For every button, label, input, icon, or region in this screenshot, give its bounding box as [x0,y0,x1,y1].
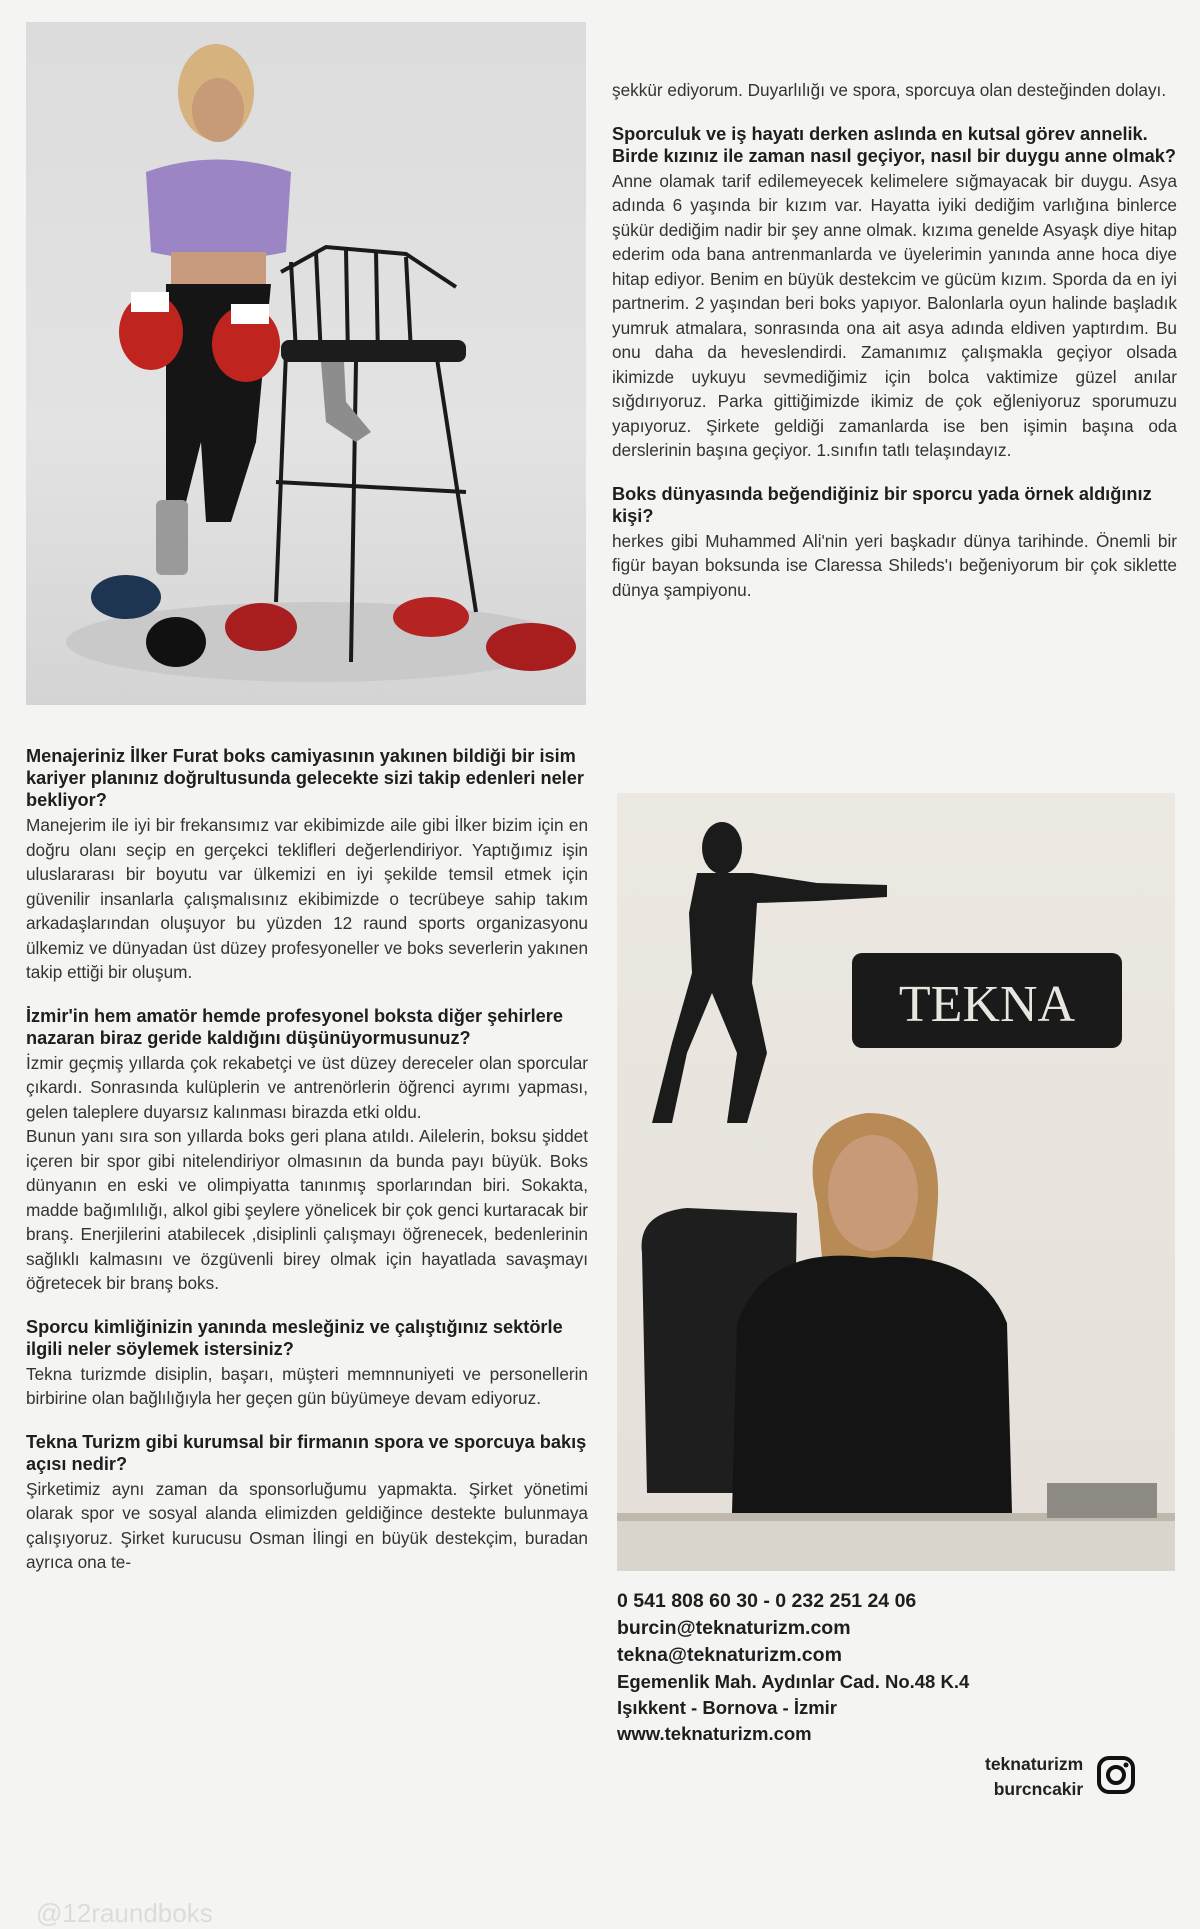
qa-block [26,1316,588,1411]
tekna-sign-text: TEKNA [898,976,1076,1033]
question-heading: İzmir'in hem amatör hemde profesyonel boksta diğer şehirlere nazaran biraz geride kaldığını düşünüyormusunuz? [26,1005,563,1048]
instagram-handle[interactable]: burcncakir [993,1779,1084,1799]
boxer-illustration [26,22,586,705]
instagram-icon[interactable] [1096,1755,1136,1800]
right-article-column [612,78,1177,622]
instagram-handle[interactable]: teknaturizm [985,1754,1084,1774]
office-portrait-photo [617,793,1175,1571]
answer-text: herkes gibi Muhammed Ali'nin yeri başkadır dünya tarihinde. Önemli bir figür bayan boksunda ise Claressa Shileds'ı beğeniyorum bir çok siklette dünya şampiyonu. [612,530,1177,600]
question-heading: Tekna Turizm gibi kurumsal bir firmanın spora ve sporcuya bakış açısı nedir? [26,1431,587,1474]
social-handles [985,1752,1171,1802]
address-line: Işıkkent - Bornova - İzmir [617,1697,837,1718]
boxer-portrait-photo [26,22,586,705]
question-heading: Sporculuk ve iş hayatı derken aslında en kutsal görev annelik. Birde kızınız ile zaman nasıl geçiyor, nasıl bir duygu anne olmak? [612,123,1176,166]
website-link[interactable]: www.teknaturizm.com [617,1723,812,1744]
address-line: Egemenlik Mah. Aydınlar Cad. No.48 K.4 [617,1671,970,1692]
phone-numbers: 0 541 808 60 30 - 0 232 251 24 06 [617,1590,917,1612]
office-illustration [617,793,1175,1571]
answer-text: Anne olamak tarif edilemeyecek kelimelere sığmayacak bir duygu. Asya adında 6 yaşında bir kızım var. Hayatta iyiki dediğim varlığına binlerce şükür dediğim nadir bir şey anne olmak. kızıma genelde Asyaşk diye hitap ederim oda bana antrenmanlarda ve üyelerimin yanında anne hoca diye hitap ediyor. Benim en büyük destekcim ve gücüm kızım. Sporda da en iyi partnerim. 2 yaşından beri boks yapıyor. Balonlarla oyun halinde başladık yumruk atmalara, sonrasında ona ait asya adında eldiven yaptırdım. Bu onu daha da heveslendirdi. Zamanımız çalışmakla geçiyor olsada ikimizde uykuyu sevmediğimiz için bolca vaktimize güzel anılar sığdırıyoruz. Parka gittiğimizde ikimiz de çok eğleniyoruz sporumuzu yapıyoruz. Şirkete geldiği zamanlarda ise ben işimin başına oda derslerinin başına geçiyor. 1.sınıfın tatlı telaşındayız. [612,170,1177,460]
email-link[interactable]: tekna@teknaturizm.com [617,1644,842,1666]
left-article-column [26,745,588,1595]
question-heading: Boks dünyasında beğendiğiniz bir sporcu yada örnek aldığınız kişi? [612,483,1152,526]
qa-block [26,745,588,985]
answer-text: Manejerim ile iyi bir frekansımız var ekibimizde aile gibi İlker bizim için en doğru olanı seçip en gerçekci teklifleri değerlendiriyor. Yaptığımız işin uluslararası bir boyutu var ülkemizi en iyi şekilde temsil etmek için güvenilir insanlarla çalışmalısınız ekibimizde o tecrübeye sahip takım arkadaşlarından oluşuyor bu yüzden 12 raund sports organizasyonu ülkemiz ve dünyadan üst düzey profesyoneller ve boks severlerin yakınen takip ettiği bir oluşum. [26,815,588,982]
contact-info [617,1588,1177,1747]
qa-block [612,78,1177,103]
qa-block [26,1431,588,1575]
handle-list [985,1752,1083,1802]
question-heading: Menajeriniz İlker Furat boks camiyasının yakınen bildiği bir isim kariyer planınız doğrultusunda gelecekte sizi takip edenleri neler bekliyor? [26,746,584,810]
answer-text: Şirketimiz aynı zaman da sponsorluğumu yapmakta. Şirket yönetimi olarak spor ve sosyal alanda elimizden geldiğince destekte bulunmaya çalışıyoruz. Şirket kurucusu Osman İlingi en büyük destekçim, buradan ayrıca ona te- [26,1478,588,1572]
answer-text: şekkür ediyorum. Duyarlılığı ve spora, sporcuya olan desteğinden dolayı. [612,80,1167,100]
qa-block [612,483,1177,603]
answer-text: Tekna turizmde disiplin, başarı, müşteri memnnuniyeti ve personellerin birbirine olan bağlılığıyla her geçen gün büyümeye devam ediyoruz. [26,1363,588,1408]
watermark: @12raundboks [36,1898,213,1928]
email-link[interactable]: burcin@teknaturizm.com [617,1617,851,1639]
qa-block [612,123,1177,463]
answer-text: İzmir geçmiş yıllarda çok rekabetçi ve üst düzey dereceler olan sporcular çıkardı. Sonrasında kulüplerin ve antrenörlerin öğrenci ayrımı yapması, gelen taleplere duyarsız kalınması birazda etki oldu. [26,1052,588,1122]
qa-block [26,1005,588,1296]
answer-text: Bunun yanı sıra son yıllarda boks geri plana atıldı. Ailelerin, boksu şiddet içeren bir spor gibi nitelendiriyor olmasının da bunda payı büyük. Boks dünyanın en eski ve olimpiyatta tanınmış sporlarından biri. Sokakta, madde bağımlılığı, alkol gibi şeylere yönelicek bir çok genci kurtaracak bir branş. Enerjilerini atabilecek ,disiplinli çalışmayı öğrenecek, bedenlerinin sağlıklı kalmasını ve özgüvenli birey olmak için hayatlada savaşmayı öğretecek bir branş boks. [26,1126,588,1293]
question-heading: Sporcu kimliğinizin yanında mesleğiniz ve çalıştığınız sektörle ilgili neler söylemek istersiniz? [26,1316,563,1359]
